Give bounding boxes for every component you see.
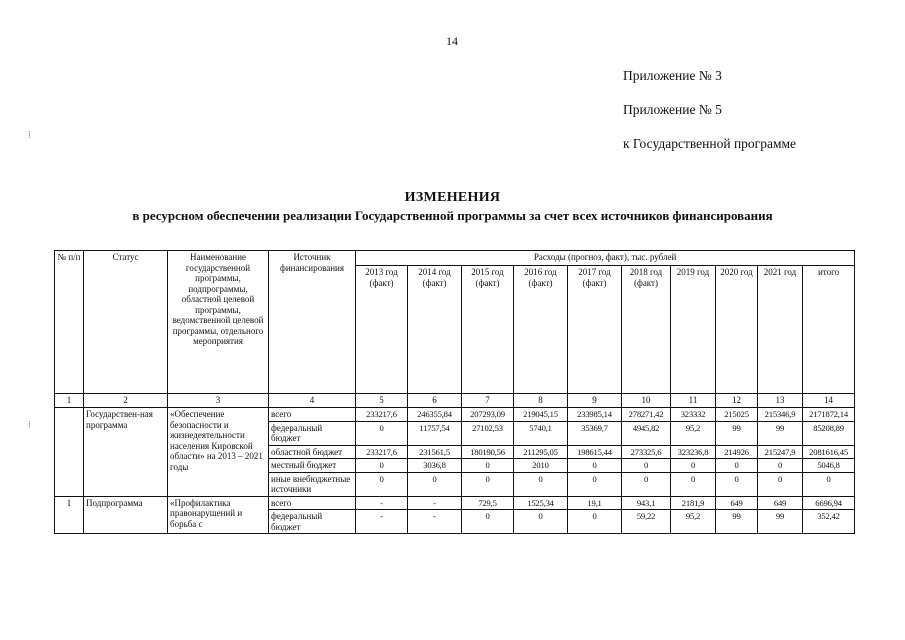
header-year: 2017 год (факт): [568, 266, 622, 394]
cell-value: 19,1: [568, 496, 622, 510]
column-number: 7: [462, 394, 514, 408]
column-number: 8: [514, 394, 568, 408]
cell-value: 0: [568, 510, 622, 534]
header-year: 2013 год (факт): [356, 266, 408, 394]
page-number: 14: [446, 34, 458, 48]
cell-value: -: [356, 496, 408, 510]
cell-value: 4945,82: [622, 421, 671, 445]
cell-value: 35369,7: [568, 421, 622, 445]
cell-value: 233217,6: [356, 408, 408, 422]
row-source: иные внебюджетные источники: [269, 472, 356, 496]
cell-value: 0: [758, 472, 803, 496]
resources-table: [54, 250, 855, 534]
cell-value: 219045,15: [514, 408, 568, 422]
cell-value: 215346,9: [758, 408, 803, 422]
cell-value: 207293,09: [462, 408, 514, 422]
cell-value: 99: [758, 510, 803, 534]
row-source: местный бюджет: [269, 459, 356, 473]
cell-value: 0: [568, 459, 622, 473]
header-year: 2019 год: [671, 266, 716, 394]
appendix-line-1: Приложение № 3: [623, 68, 722, 83]
cell-value: 0: [716, 472, 758, 496]
cell-total: 2081616,45: [803, 445, 855, 459]
cell-value: -: [408, 510, 462, 534]
appendix-line-2: Приложение № 5: [623, 102, 722, 117]
cell-value: 278271,42: [622, 408, 671, 422]
cell-value: 0: [716, 459, 758, 473]
column-number: 2: [84, 394, 168, 408]
cell-total: 5046,8: [803, 459, 855, 473]
table-row: [55, 408, 855, 422]
cell-total: 6696,94: [803, 496, 855, 510]
header-year: 2018 год (факт): [622, 266, 671, 394]
cell-value: 323332: [671, 408, 716, 422]
cell-value: 323236,8: [671, 445, 716, 459]
header-status: Статус: [84, 251, 168, 394]
cell-value: 0: [622, 472, 671, 496]
cell-value: 0: [356, 421, 408, 445]
cell-value: 2010: [514, 459, 568, 473]
column-number: 6: [408, 394, 462, 408]
cell-value: 11757,54: [408, 421, 462, 445]
cell-value: 180190,56: [462, 445, 514, 459]
cell-value: 231561,5: [408, 445, 462, 459]
cell-value: 0: [671, 459, 716, 473]
row-source: всего: [269, 408, 356, 422]
cell-value: 0: [356, 472, 408, 496]
column-number-row: [55, 394, 855, 408]
cell-total: 0: [803, 472, 855, 496]
column-number: 9: [568, 394, 622, 408]
cell-value: 0: [462, 510, 514, 534]
cell-value: 0: [671, 472, 716, 496]
cell-value: -: [408, 496, 462, 510]
header-total: итого: [803, 266, 855, 394]
column-number: 14: [803, 394, 855, 408]
column-number: 10: [622, 394, 671, 408]
header-year: 2021 год: [758, 266, 803, 394]
row-source: всего: [269, 496, 356, 510]
cell-value: 943,1: [622, 496, 671, 510]
cell-value: 0: [356, 459, 408, 473]
row-num: 1: [55, 496, 84, 534]
cell-value: -: [356, 510, 408, 534]
cell-value: 273325,6: [622, 445, 671, 459]
cell-value: 649: [716, 496, 758, 510]
header-num: № п/п: [55, 251, 84, 394]
header-source: Источник финансирования: [269, 251, 356, 394]
cell-value: 246355,84: [408, 408, 462, 422]
cell-value: 215247,9: [758, 445, 803, 459]
appendix-line-3: к Государственной программе: [623, 136, 797, 151]
column-number: 1: [55, 394, 84, 408]
row-num: [55, 408, 84, 497]
cell-total: 2171872,14: [803, 408, 855, 422]
header-year: 2016 год (факт): [514, 266, 568, 394]
row-source: федеральный бюджет: [269, 510, 356, 534]
cell-value: 0: [622, 459, 671, 473]
column-number: 4: [269, 394, 356, 408]
cell-value: 215025: [716, 408, 758, 422]
cell-value: 99: [716, 510, 758, 534]
table-row: [55, 496, 855, 510]
cell-value: 0: [462, 459, 514, 473]
row-name: «Обеспечение безопасности и жизнедеятельности населения Кировской области» на 2013 – 2021 годы: [168, 408, 269, 497]
scan-margin-mark: ⁞: [28, 130, 31, 141]
cell-value: 59,22: [622, 510, 671, 534]
cell-value: 2181,9: [671, 496, 716, 510]
cell-value: 233985,14: [568, 408, 622, 422]
cell-value: 0: [514, 472, 568, 496]
cell-value: 198615,44: [568, 445, 622, 459]
cell-value: 1525,34: [514, 496, 568, 510]
row-source: федеральный бюджет: [269, 421, 356, 445]
scan-margin-mark: ⁞: [28, 420, 31, 431]
cell-value: 0: [462, 472, 514, 496]
row-status: Подпрограмма: [84, 496, 168, 534]
header-year: 2014 год (факт): [408, 266, 462, 394]
cell-value: 729,5: [462, 496, 514, 510]
cell-value: 649: [758, 496, 803, 510]
cell-value: 3036,8: [408, 459, 462, 473]
column-number: 13: [758, 394, 803, 408]
cell-value: 27102,53: [462, 421, 514, 445]
header-year: 2015 год (факт): [462, 266, 514, 394]
column-number: 12: [716, 394, 758, 408]
cell-value: 211295,05: [514, 445, 568, 459]
cell-value: 99: [716, 421, 758, 445]
cell-value: 95,2: [671, 421, 716, 445]
column-number: 3: [168, 394, 269, 408]
cell-total: 352,42: [803, 510, 855, 534]
header-expenses: Расходы (прогноз, факт), тыс. рублей: [356, 251, 855, 266]
cell-value: 95,2: [671, 510, 716, 534]
cell-value: 233217,6: [356, 445, 408, 459]
cell-value: 0: [758, 459, 803, 473]
column-number: 11: [671, 394, 716, 408]
row-status: Государствен-ная программа: [84, 408, 168, 497]
cell-value: 5740,1: [514, 421, 568, 445]
document-subtitle: в ресурсном обеспечении реализации Государственной программы за счет всех источников финансирования: [132, 208, 773, 223]
header-year: 2020 год: [716, 266, 758, 394]
row-source: областной бюджет: [269, 445, 356, 459]
row-name: «Профилактика правонарушений и борьба с: [168, 496, 269, 534]
column-number: 5: [356, 394, 408, 408]
header-name: Наименование государственной программы, подпрограммы, областной целевой программы, ведомственной целевой программы, отдельного мероприятия: [168, 251, 269, 394]
cell-value: 0: [514, 510, 568, 534]
cell-total: 85208,89: [803, 421, 855, 445]
cell-value: 0: [568, 472, 622, 496]
cell-value: 0: [408, 472, 462, 496]
cell-value: 214926: [716, 445, 758, 459]
cell-value: 99: [758, 421, 803, 445]
document-title: ИЗМЕНЕНИЯ: [404, 190, 501, 205]
